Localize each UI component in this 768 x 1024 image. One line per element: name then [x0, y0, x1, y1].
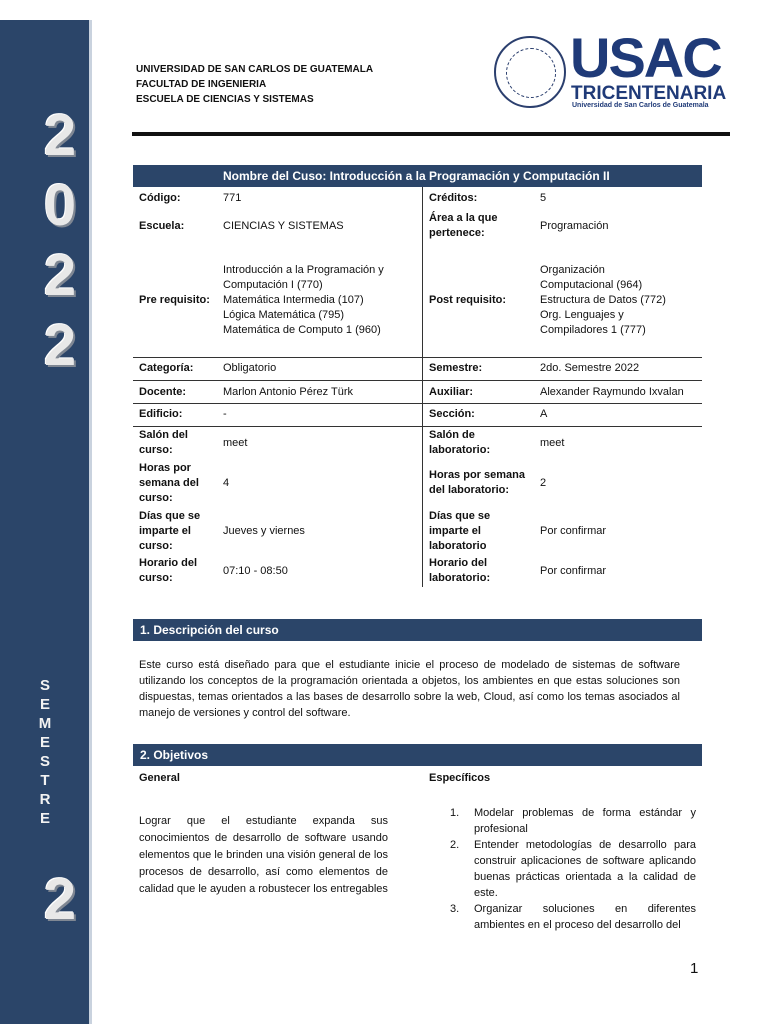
postreq-item: Estructura de Datos (772) — [540, 293, 666, 306]
edificio-value: - — [223, 407, 227, 420]
horario-lab-value: Por confirmar — [540, 564, 607, 577]
horas-lab-value: 2 — [540, 476, 547, 489]
prereq-item: Introducción a la Programación y Computación I (770) — [223, 263, 384, 291]
table-row-divider — [133, 380, 702, 381]
university-seal-icon — [494, 36, 566, 108]
list-item-number: 3. — [450, 903, 460, 915]
list-item — [440, 901, 696, 933]
area-label: Área a la que pertenece: — [429, 212, 498, 239]
area-value: Programación — [540, 219, 609, 232]
logo-university-name: Universidad de San Carlos de Guatemala — [572, 102, 709, 109]
semester-number: 2 — [43, 867, 77, 932]
table-row-divider — [133, 403, 702, 404]
auxiliar-label: Auxiliar: — [429, 385, 474, 398]
year-digit: 2 — [43, 243, 77, 308]
section-heading-descripcion: 1. Descripción del curso — [133, 619, 702, 641]
course-title-bar: Nombre del Cuso: Introducción a la Programación y Computación II — [133, 165, 702, 187]
horas-lab-label: Horas por semana del laboratorio: — [429, 469, 525, 496]
list-item-number: 1. — [450, 807, 460, 819]
postreq-item: Organización Computacional (964) — [540, 263, 643, 291]
horario-label: Horario del curso: — [139, 557, 198, 584]
codigo-label: Código: — [139, 191, 181, 204]
list-item — [440, 805, 696, 837]
year-digit: 2 — [43, 103, 77, 168]
list-item-text: Modelar problemas de forma estándar y profesional — [474, 807, 696, 835]
dias-value: Jueves y viernes — [223, 524, 305, 537]
prereq-item: Lógica Matemática (795) — [223, 308, 345, 321]
year-digit: 2 — [43, 313, 77, 378]
codigo-value: 771 — [223, 191, 242, 204]
semestre-letter: S — [39, 753, 50, 770]
categoria-label: Categoría: — [139, 361, 194, 374]
semestre-letter: R — [39, 791, 51, 808]
logo-usac: USAC — [570, 26, 721, 89]
header-divider — [132, 132, 730, 136]
prereq-label: Pre requisito: — [139, 293, 210, 306]
prereq-item: Matemática de Computo 1 (960) — [223, 323, 381, 336]
horas-value: 4 — [223, 476, 230, 489]
table-divider — [422, 357, 423, 587]
general-label: General — [139, 771, 180, 784]
seccion-value: A — [540, 407, 548, 420]
table-row-divider — [133, 426, 702, 427]
salon-lab-label: Salón de laboratorio: — [429, 429, 491, 456]
creditos-value: 5 — [540, 191, 547, 204]
salon-value: meet — [223, 436, 248, 449]
escuela-value: CIENCIAS Y SISTEMAS — [223, 219, 344, 232]
auxiliar-value: Alexander Raymundo Ixvalan — [540, 385, 684, 398]
semestre-letter: E — [39, 734, 50, 751]
list-item-number: 2. — [450, 839, 460, 851]
prereq-item: Matemática Intermedia (107) — [223, 293, 364, 306]
semestre-value: 2do. Semestre 2022 — [540, 361, 640, 374]
salon-label: Salón del curso: — [139, 429, 188, 456]
edificio-label: Edificio: — [139, 407, 183, 420]
year-digit: 0 — [43, 173, 77, 238]
specific-objectives-list — [440, 805, 696, 933]
semestre-label: Semestre: — [429, 361, 483, 374]
list-item-text: Entender metodologías de desarrollo para construir aplicaciones de software aplicando buenas prácticas orientada a la calidad de este. — [474, 839, 696, 899]
semestre-letter: E — [39, 810, 50, 827]
postreq-label: Post requisito: — [429, 293, 507, 306]
dias-label: Días que se imparte el curso: — [139, 509, 201, 552]
page-number: 1 — [690, 960, 699, 977]
list-item — [440, 837, 696, 901]
table-divider — [422, 187, 423, 357]
dias-lab-value: Por confirmar — [540, 524, 607, 537]
especificos-label: Específicos — [429, 771, 491, 784]
logo-tricentenaria: TRICENTENARIA — [571, 83, 727, 104]
horario-value: 07:10 - 08:50 — [223, 564, 288, 577]
docente-label: Docente: — [139, 385, 187, 398]
semestre-letter: E — [39, 696, 50, 713]
seccion-label: Sección: — [429, 407, 475, 420]
header-faculty: FACULTAD DE INGENIERIA — [136, 79, 267, 90]
dias-lab-label: Días que se imparte el laboratorio — [429, 509, 491, 552]
prereq-list — [223, 252, 413, 348]
header-university: UNIVERSIDAD DE SAN CARLOS DE GUATEMALA — [136, 64, 374, 75]
section-heading-objetivos: 2. Objetivos — [133, 744, 702, 766]
salon-lab-value: meet — [540, 436, 565, 449]
header-school: ESCUELA DE CIENCIAS Y SISTEMAS — [136, 94, 314, 105]
creditos-label: Créditos: — [429, 191, 478, 204]
table-row-divider — [133, 357, 702, 358]
horario-lab-label: Horario del laboratorio: — [429, 557, 491, 584]
postreq-item: Org. Lenguajes y Compiladores 1 (777) — [540, 308, 646, 336]
categoria-value: Obligatorio — [223, 361, 277, 374]
semestre-letter: M — [38, 715, 52, 732]
postreq-list — [540, 252, 680, 348]
institution-header — [136, 62, 373, 107]
semestre-letter: S — [39, 677, 50, 694]
escuela-label: Escuela: — [139, 219, 185, 232]
descripcion-text: Este curso está diseñado para que el estudiante inicie el proceso de modelado de sistemas de software utilizando los conceptos de la programación orientada a objetos, los ambientes en que estas soluciones son dispuestas, temas orientados a las bases de desarrollo sobre la web, Cloud, así como los temas asociados al manejo de versiones y control del software. — [139, 659, 680, 719]
semestre-letter: T — [40, 772, 50, 789]
list-item-text: Organizar soluciones en diferentes ambientes en el proceso del desarrollo del — [474, 903, 696, 931]
horas-label: Horas por semana del curso: — [139, 461, 199, 504]
docente-value: Marlon Antonio Pérez Türk — [223, 385, 354, 398]
general-objective-text: Lograr que el estudiante expanda sus conocimientos de desarrollo de software usando elementos que le brinden una visión general de los procesos de desarrollo, así como elementos de calidad que le ayuden a robustecer los entregables — [139, 815, 388, 895]
